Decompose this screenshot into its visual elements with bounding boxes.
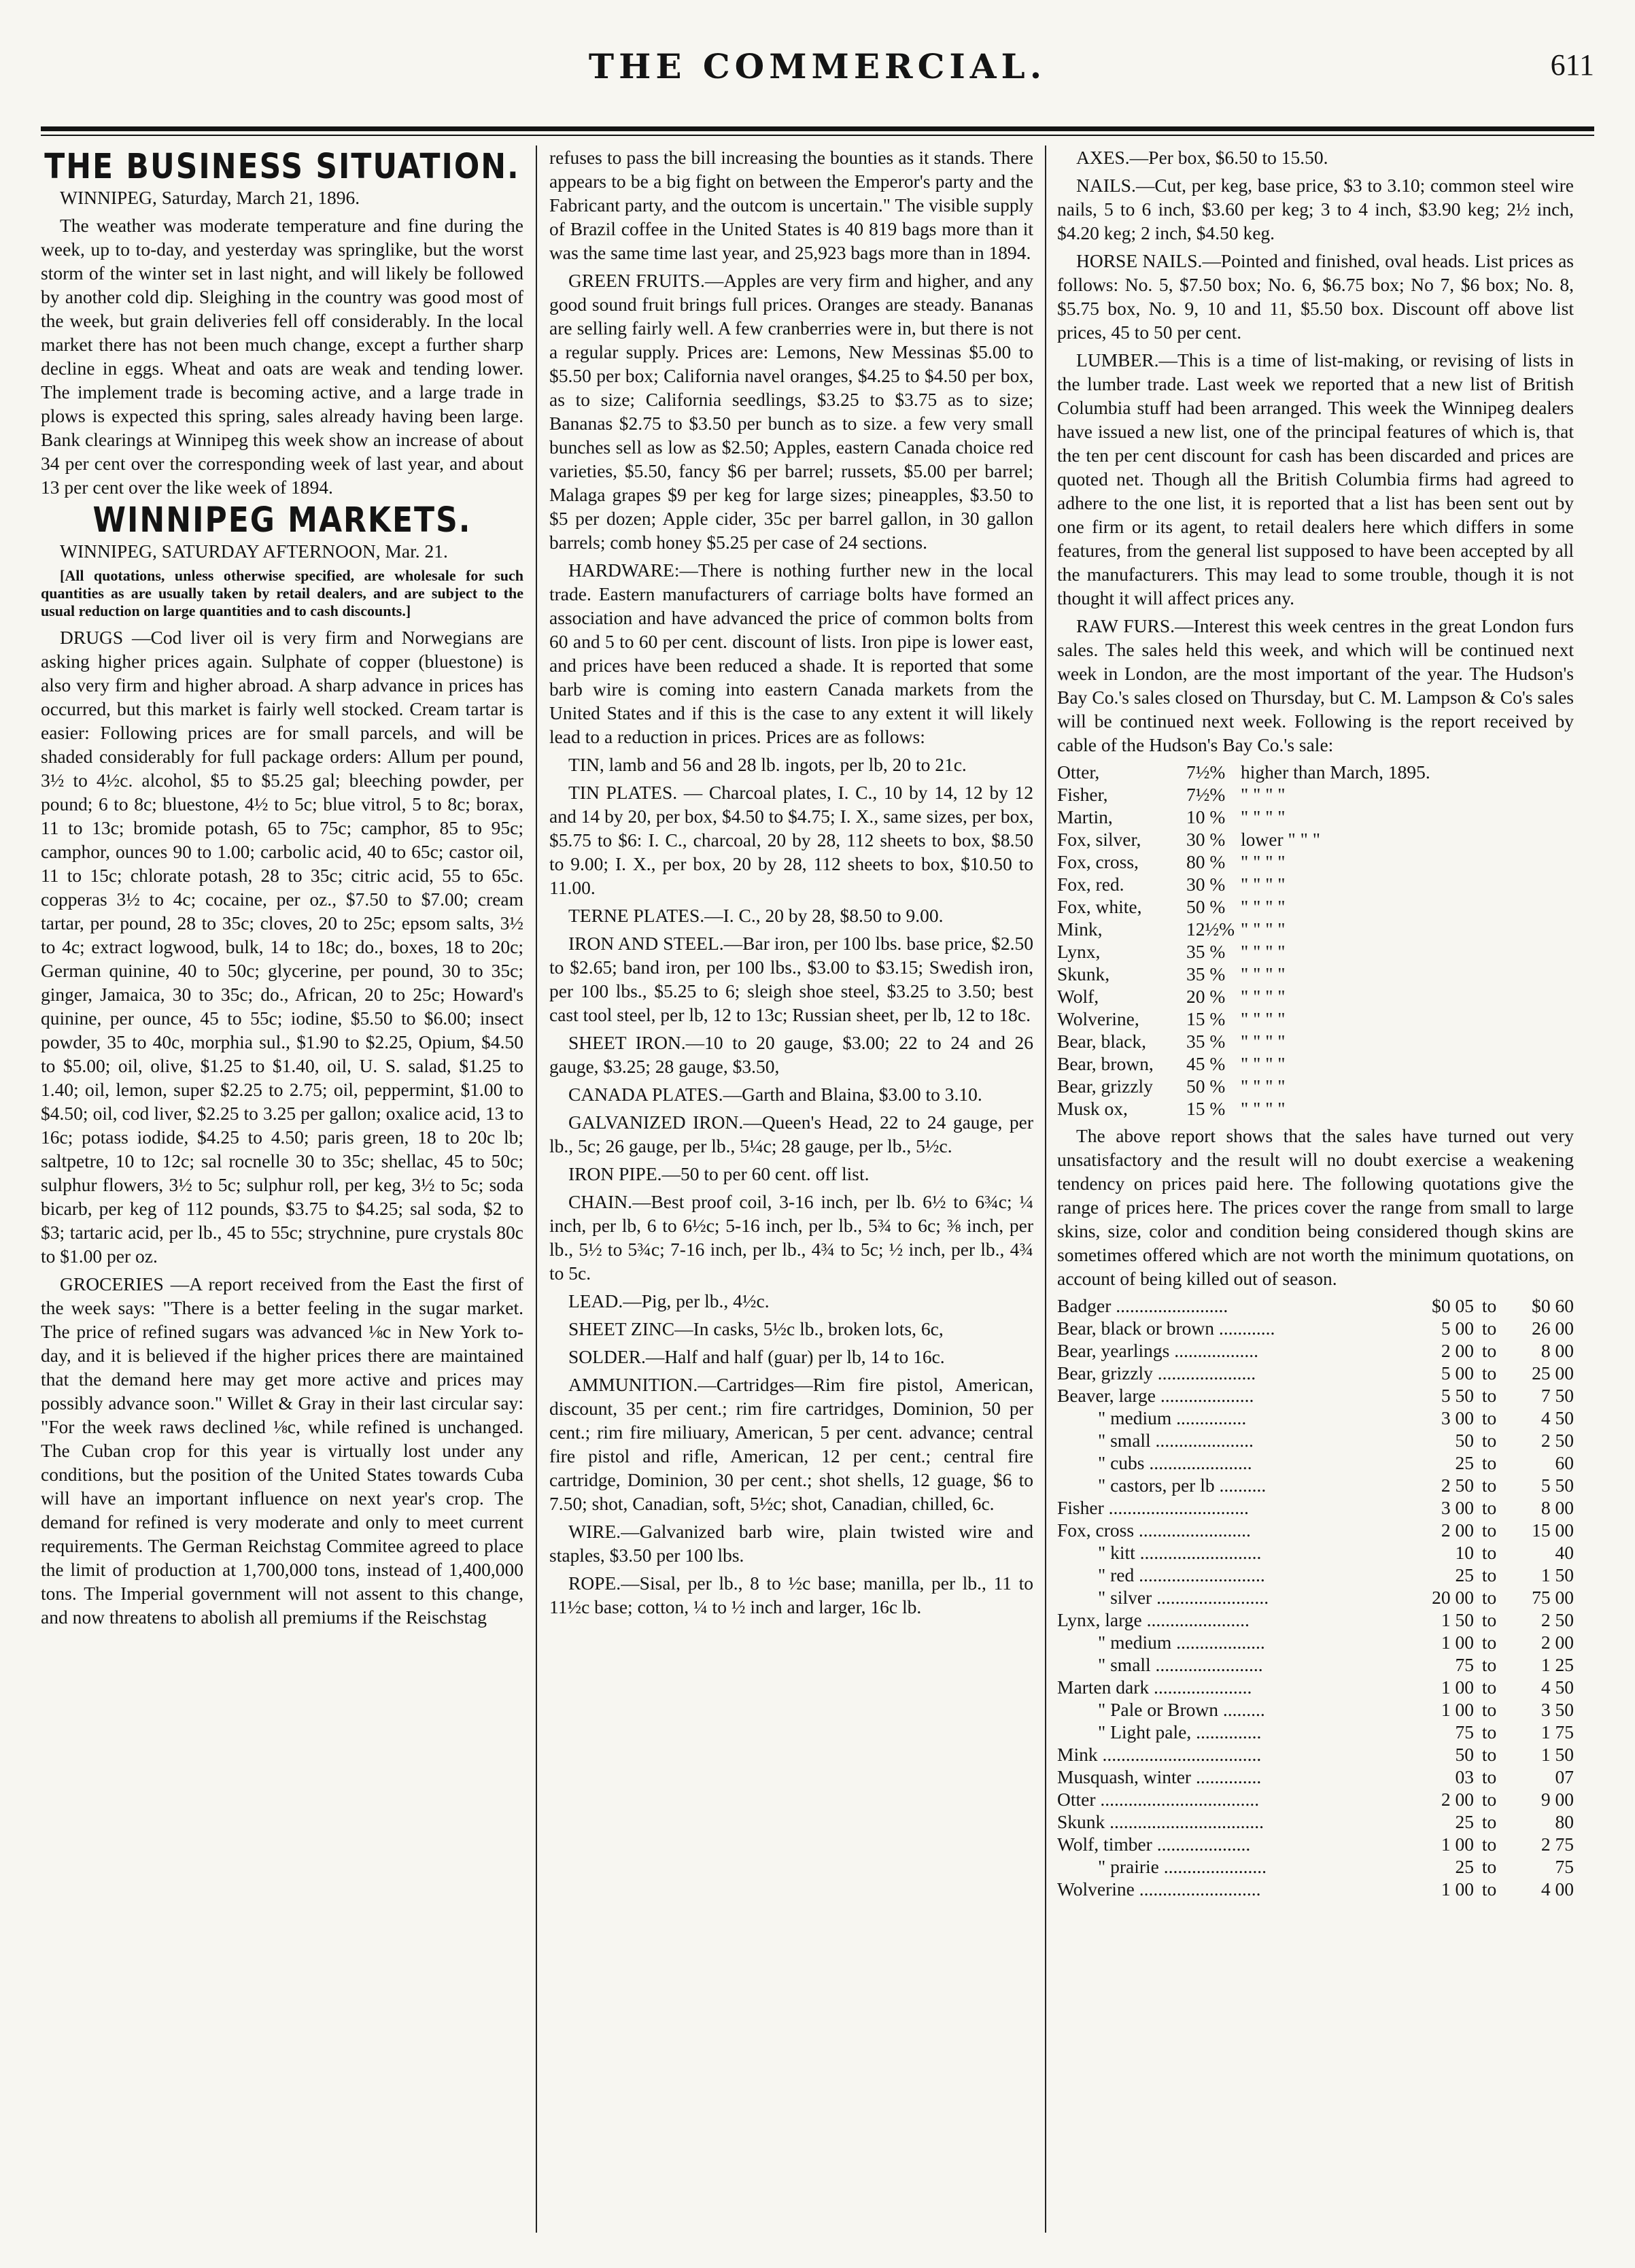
fur-price-name: " silver ........................: [1098, 1587, 1269, 1608]
fur-price-row: [1057, 1631, 1574, 1653]
groceries-text: A report received from the East the first of the week says: "There is a better feeling in the sugar market. The price of refined sugars was advanced ⅛c in New York to-day, and it is believed if the higher prices there are maintained that the demand here may get more active and prices may possibly advance soon." Willet & Gray in their last circular say: "For the week raws declined ⅛c, while refined is unchanged. The Cuban crop for this year is virtually lost under any conditions, but the position of the United States towards Cuba will have an important influence on next year's crop. The demand for refined is very moderate and only to meet current requirements. The German Reichstag Commitee agreed to place the limit of production at 1,700,000 tons, instead of 1,400,000 tons. The Imperial government will not assent to this change, and now threatens to abolish all premiums if the Reischstag: [41, 1273, 523, 1628]
fur-price-hi: 8 00: [1541, 1497, 1574, 1518]
fur-price-name: Wolf, timber ....................: [1057, 1834, 1251, 1855]
fur-report-name: Bear, brown,: [1057, 1053, 1154, 1074]
fur-price-name: " medium ...............: [1098, 1407, 1247, 1428]
business-situation-paragraph: The weather was moderate temperature and fine during the week, up to to-day, and yesterday was springlike, but the worst storm of the winter set in last night, and will likely be followed by another cold dip. Sleighing in the country was good most of the week, but grain deliveries fell off considerably. In the local market there has not been much change, except a further sharp decline in eggs. Wheat and oats are weak and tending lower. The implement trade is becoming active, and a large trade in plows is expected this spring, sales already having been large. Bank clearings at Winnipeg this week show an increase of about 34 per cent over the corresponding week of last year, and about 13 per cent over the like week of 1894.: [41, 215, 523, 498]
fur-price-lo: 1 00: [1441, 1699, 1474, 1720]
fur-report-row: [1057, 1075, 1574, 1097]
fur-price-hi: 4 50: [1541, 1677, 1574, 1698]
fur-report-name: Fox, red.: [1057, 874, 1124, 895]
hardware-lead: HARDWARE:—: [568, 560, 698, 581]
fur-report-pct: 15 %: [1186, 1098, 1226, 1119]
fur-report-row: [1057, 1052, 1574, 1075]
fur-price-hi: 1 25: [1541, 1654, 1574, 1675]
chain-item: CHAIN.—Best proof coil, 3-16 inch, per lb. 6½ to 6¾c; ¼ inch, per lb, 6 to 6½c; 5-16 inch, per lb., 5¾ to 6c; ⅜ inch, per lb., 5½ to 5¾c; 7-16 inch, per lb., 4¾ to 5c; ½ inch, per lb., 4¾ to 5c.: [549, 1191, 1033, 1284]
fur-report-rest: " " " ": [1241, 1031, 1286, 1052]
fur-report-rest: higher than March, 1895.: [1241, 761, 1430, 783]
fur-price-to: to: [1481, 1609, 1497, 1630]
fur-price-hi: 4 00: [1541, 1878, 1574, 1900]
green-fruits-paragraph: [549, 269, 1033, 554]
fur-report-pct: 20 %: [1186, 986, 1226, 1007]
fur-price-to: to: [1481, 1587, 1497, 1608]
fur-price-row: [1057, 1496, 1574, 1519]
fur-price-lo: 20 00: [1432, 1587, 1474, 1608]
raw-furs-text: Interest this week centres in the great London furs sales. The sales held this week, and which will be continued next week in London, are the most important of the year. The Hudson's Bay Co.'s sales closed on Thursday, but C. M. Lampson & Co's sales will be continued next week. Following is the report received by cable of the Hudson's Bay Co.'s sale:: [1057, 615, 1574, 755]
fur-price-hi: 25 00: [1532, 1362, 1574, 1384]
fur-price-name: Otter ..................................: [1057, 1789, 1260, 1810]
fur-price-to: to: [1481, 1811, 1497, 1832]
hardware-paragraph: [549, 558, 1033, 749]
fur-price-hi: 07: [1555, 1766, 1574, 1787]
fur-report-name: Skunk,: [1057, 963, 1110, 984]
fur-price-hi: 1 50: [1541, 1744, 1574, 1765]
fur-price-to: to: [1481, 1452, 1497, 1473]
galvanized-iron-item: GALVANIZED IRON.—Queen's Head, 22 to 24 gauge, per lb., 5c; 26 gauge, per lb., 5¼c; 28 gauge, per lb., 5½c.: [549, 1112, 1033, 1156]
fur-price-row: [1057, 1317, 1574, 1339]
fur-price-lo: 50: [1455, 1744, 1474, 1765]
fur-price-row: [1057, 1586, 1574, 1609]
fur-price-lo: 2 00: [1441, 1789, 1474, 1810]
fur-price-to: to: [1481, 1654, 1497, 1675]
ammunition-item: AMMUNITION.—Cartridges—Rim fire pistol, American, discount, 35 per cent.; rim fire cartridges, Dominion, 50 per cent.; rim fire miliuary, American, 5 per cent. advance; central fire pistol and rifle, American, 12 per cent.; central fire cartridge, Dominion, 30 per cent.; shot shells, 12 guage, $6 to 7.50; shot, Canadian, soft, 5½c; shot, Canadian, chilled, 6c.: [549, 1374, 1033, 1514]
markets-dateline: WINNIPEG, SATURDAY AFTERNOON, Mar. 21.: [60, 540, 448, 562]
column-3: [1057, 145, 1574, 2239]
fur-report-pct: 35 %: [1186, 941, 1226, 962]
fur-price-name: Marten dark .....................: [1057, 1677, 1252, 1698]
fur-price-name: Fox, cross ........................: [1057, 1519, 1251, 1541]
horse-nails-item: HORSE NAILS.—Pointed and finished, oval heads. List prices as follows: No. 5, $7.50 box; No. 6, $6.75 box; No 7, $6 box; No. 8, $5.75 box, No. 9, 10 and 11, $5.50 box. Discount off above list prices, 45 to 50 per cent.: [1057, 250, 1574, 343]
fur-price-row: [1057, 1451, 1574, 1474]
fur-price-lo: 1 00: [1441, 1834, 1474, 1855]
fur-price-name: Lynx, large ......................: [1057, 1609, 1250, 1630]
green-fruits-lead: GREEN FRUITS.—: [568, 270, 724, 291]
fur-report-row: [1057, 940, 1574, 963]
fur-price-to: to: [1481, 1677, 1497, 1698]
fur-report-rest: " " " ": [1241, 941, 1286, 962]
fur-report-name: Lynx,: [1057, 941, 1101, 962]
fur-price-row: [1057, 1384, 1574, 1407]
fur-price-to: to: [1481, 1721, 1497, 1742]
rope-item: ROPE.—Sisal, per lb., 8 to ½c base; manilla, per lb., 11 to 11½c base; cotton, ¼ to ½ inch and larger, 16c lb.: [549, 1573, 1033, 1617]
fur-price-hi: 4 50: [1541, 1407, 1574, 1428]
fur-price-hi: 1 75: [1541, 1721, 1574, 1742]
column-2: [549, 145, 1033, 2239]
fur-price-hi: 75 00: [1532, 1587, 1574, 1608]
fur-price-row: [1057, 1653, 1574, 1676]
fur-price-hi: 2 75: [1541, 1834, 1574, 1855]
fur-price-hi: 2 50: [1541, 1609, 1574, 1630]
fur-report-rest: " " " ": [1241, 806, 1286, 827]
fur-price-lo: 10: [1455, 1542, 1474, 1563]
fur-report-rest: " " " ": [1241, 896, 1286, 917]
fur-price-to: to: [1481, 1789, 1497, 1810]
lumber-paragraph: [1057, 348, 1574, 610]
fur-price-lo: 75: [1455, 1721, 1474, 1742]
fur-report-pct: 35 %: [1186, 963, 1226, 984]
groceries-lead: GROCERIES —: [60, 1273, 190, 1294]
fur-price-lo: 2 50: [1441, 1475, 1474, 1496]
fur-report-name: Wolverine,: [1057, 1008, 1139, 1029]
fur-report-rest: " " " ": [1241, 851, 1286, 872]
fur-price-to: to: [1481, 1519, 1497, 1541]
fur-price-to: to: [1481, 1834, 1497, 1855]
fur-price-lo: 25: [1455, 1564, 1474, 1585]
fur-price-row: [1057, 1698, 1574, 1721]
fur-report-row: [1057, 828, 1574, 850]
fur-price-row: [1057, 1833, 1574, 1855]
drugs-text: Cod liver oil is very firm and Norwegians are asking higher prices again. Sulphate of copper (bluestone) is also very firm and higher abroad. A sharp advance in prices has occurred, but this market is fairly well stocked. Cream tartar is easier: Following prices are for small parcels, and will be shaded considerably for full package orders: Allum per pound, 3½ to 4½c. alcohol, $5 to $5.25 gal; bleeching powder, per pound; 6 to 8c; bluestone, 4½ to 5c; blue vitrol, 5 to 8c; borax, 11 to 13c; bromide potash, 65 to 75c; camphor, 85 to 95c; camphor, ounces 90 to 1.00; carbolic acid, 40 to 65c; castor oil, 11 to 15c; chlorate potash, 28 to 35c; citric acid, 55 to 65c. copperas 3½ to 4c; cocaine, per oz., $7.50 to $7.00; cream tartar, per pound, 28 to 35c; cloves, 20 to 25c; epsom salts, 3½ to 4c; extract logwood, bulk, 14 to 18c; do., boxes, 18 to 20c; German quinine, 40 to 50c; glycerine, per pound, 30 to 35c; ginger, Jamaica, 30 to 35c; do., African, 20 to 25c; Howard's quinine, per ounce, 45 to 55c; iodine, $5.50 to $6.00; insect powder, 35 to 40c, morphia sul., $1.90 to $2.25, Opium, $4.50 to $5.00; oil, olive, $1.25 to $1.40, oil, U. S. salad, $1.25 to 1.40; oil, lemon, super $2.25 to 2.75; oil, peppermint, $1.00 to $4.50; oil, cod liver, $2.25 to 3.25 per gallon; oxalice acid, 13 to 16c; potass iodide, $4.25 to 4.50; paris green, 18 to 20c lb; saltpetre, 10 to 12c; sal rocnelle 30 to 35c; shellac, 45 to 50c; sulphur flowers, 3½ to 5c; sulphur roll, per keg, 3½ to 5c; soda bicarb, per keg of 112 pounds, $3.75 to $4.25; sal soda, $2 to $3; tartaric acid, per lb., 45 to 55c; strychnine, pure crystals 80c to $1.00 per oz.: [41, 627, 523, 1267]
solder-item: SOLDER.—Half and half (guar) per lb, 14 to 16c.: [568, 1346, 945, 1367]
fur-price-name: Fisher ..............................: [1057, 1497, 1249, 1518]
fur-report-name: Musk ox,: [1057, 1098, 1128, 1119]
fur-price-lo: 3 00: [1441, 1407, 1474, 1428]
hardware-text: There is nothing further new in the local trade. Eastern manufacturers of carriage bolts have formed an association and have advanced the price of common bolts from 60 and 5 to 60 per cent. discount of lists. Iron pipe is lower east, and prices have been reduced a shade. It is reported that some barb wire is coming into eastern Canada markets from the United States and if this is the case to any extent it will likely lead to a reduction in prices. Prices are as follows:: [549, 560, 1033, 747]
fur-price-name: " small .....................: [1098, 1430, 1254, 1451]
fur-report-row: [1057, 985, 1574, 1008]
drugs-lead: DRUGS —: [60, 627, 151, 648]
fur-price-hi: 8 00: [1541, 1340, 1574, 1361]
fur-price-row: [1057, 1788, 1574, 1810]
fur-price-name: " red ...........................: [1098, 1564, 1265, 1585]
masthead: [41, 27, 1594, 109]
fur-report-rest: " " " ": [1241, 963, 1286, 984]
sheet-zinc-item: SHEET ZINC—In casks, 5½c lb., broken lots, 6c,: [568, 1318, 944, 1339]
groceries-paragraph: [41, 1272, 523, 1629]
fur-report-row: [1057, 1008, 1574, 1030]
fur-price-name: Mink ..................................: [1057, 1744, 1262, 1765]
fur-price-lo: 5 00: [1441, 1362, 1474, 1384]
fur-price-name: " medium ...................: [1098, 1632, 1265, 1653]
fur-price-lo: 25: [1455, 1811, 1474, 1832]
fur-price-to: to: [1481, 1766, 1497, 1787]
fur-price-row: [1057, 1721, 1574, 1743]
fur-price-row: [1057, 1339, 1574, 1362]
fur-price-name: " castors, per lb ..........: [1098, 1475, 1267, 1496]
fur-report-pct: 7½%: [1186, 761, 1226, 783]
green-fruits-text: Apples are very firm and higher, and any good sound fruit brings full prices. Oranges are steady. Bananas are selling fairly well. A few cranberries were in, but there is not a regular supply. Prices are: Lemons, New Messinas $5.00 to $5.50 per box; California navel oranges, $4.25 to $4.50 per box, as to size; California seedlings, $3.25 to $3.75 as to size; Bananas $2.75 to $3.50 per bunch as to size. a few very small bunches sell as low as $2.50; Apples, eastern Canada choice red varieties, $5.50, fancy $6 per barrel; russets, $5.00 per barrel; Malaga grapes $9 per keg for large sizes; pineapples, $3.50 to $5 per dozen; Apple cider, 35c per barrel gallon, in 30 gallon barrels; comb honey $5.25 per case of 24 sections.: [549, 270, 1033, 553]
fur-report-row: [1057, 850, 1574, 873]
fur-report-name: Fox, cross,: [1057, 851, 1139, 872]
fur-price-to: to: [1481, 1295, 1497, 1316]
fur-report-pct: 30 %: [1186, 829, 1226, 850]
fur-report-name: Otter,: [1057, 761, 1100, 783]
fur-report-pct: 50 %: [1186, 896, 1226, 917]
fur-report-pct: 45 %: [1186, 1053, 1226, 1074]
fur-price-to: to: [1481, 1856, 1497, 1877]
fur-price-lo: 1 00: [1441, 1677, 1474, 1698]
fur-price-row: [1057, 1294, 1574, 1317]
fur-price-row: [1057, 1407, 1574, 1429]
fur-report-row: [1057, 761, 1574, 783]
fur-price-to: to: [1481, 1475, 1497, 1496]
fur-price-lo: 5 00: [1441, 1318, 1474, 1339]
fur-price-lo: 1 50: [1441, 1609, 1474, 1630]
groceries-continued: refuses to pass the bill increasing the bounties as it stands. There appears to be a big fight on between the Emperor's party and the Fabricant party, and the outcom is uncertain." The visible supply of Brazil coffee in the United States is 40 819 bags more than it was the same time last year, and 25,923 bags more than in 1894.: [549, 147, 1033, 263]
winnipeg-markets-heading: WINNIPEG MARKETS.: [92, 500, 472, 540]
fur-report-row: [1057, 1030, 1574, 1052]
fur-report-pct: 30 %: [1186, 874, 1226, 895]
fur-price-lo: 75: [1455, 1654, 1474, 1675]
nails-item: NAILS.—Cut, per keg, base price, $3 to 3.10; common steel wire nails, 5 to 6 inch, $3.60 per keg; 3 to 4 inch, $3.90 keg; 2½ inch, $4.20 keg; 2 inch, $4.50 keg.: [1057, 175, 1574, 243]
iron-steel-item: IRON AND STEEL.—Bar iron, per 100 lbs. base price, $2.50 to $2.65; band iron, per 100 lbs., $3.00 to $3.15; Swedish iron, per 100 lbs., $5.25 to 6; sleigh shoe steel, $3.25 to 3.50; best cast tool steel, per lb, 12 to 13c; Russian sheet, per lb, 12 to 18c.: [549, 933, 1033, 1025]
drugs-paragraph: [41, 625, 523, 1268]
fur-price-row: [1057, 1609, 1574, 1631]
fur-price-hi: $0 60: [1532, 1295, 1574, 1316]
fur-price-to: to: [1481, 1497, 1497, 1518]
fur-price-name: Musquash, winter ..............: [1057, 1766, 1262, 1787]
fur-sale-report-table: [1057, 761, 1574, 1120]
fur-price-hi: 80: [1555, 1811, 1574, 1832]
fur-report-rest: " " " ": [1241, 1098, 1286, 1119]
fur-price-hi: 26 00: [1532, 1318, 1574, 1339]
fur-price-name: " Pale or Brown .........: [1098, 1699, 1265, 1720]
fur-report-row: [1057, 963, 1574, 985]
fur-price-name: Bear, yearlings ..................: [1057, 1340, 1258, 1361]
fur-price-row: [1057, 1766, 1574, 1788]
fur-price-to: to: [1481, 1878, 1497, 1900]
raw-furs-paragraph: [1057, 614, 1574, 757]
fur-report-rest: " " " ": [1241, 1008, 1286, 1029]
fur-price-name: Badger ........................: [1057, 1295, 1228, 1316]
fur-price-hi: 60: [1555, 1452, 1574, 1473]
fur-report-pct: 80 %: [1186, 851, 1226, 872]
fur-report-row: [1057, 1097, 1574, 1120]
terne-plates-item: TERNE PLATES.—I. C., 20 by 28, $8.50 to 9.00.: [568, 905, 944, 926]
fur-price-hi: 5 50: [1541, 1475, 1574, 1496]
canada-plates-item: CANADA PLATES.—Garth and Blaina, $3.00 to 3.10.: [568, 1084, 982, 1105]
header-rule: [41, 126, 1594, 131]
fur-price-row: [1057, 1564, 1574, 1586]
fur-price-lo: 25: [1455, 1856, 1474, 1877]
quotations-note: [All quotations, unless otherwise specified, are wholesale for such quantities as are usually taken by retail dealers, and are subject to the usual reduction on large quantities and to cash discounts.]: [41, 567, 523, 619]
fur-price-hi: 2 00: [1541, 1632, 1574, 1653]
fur-report-row: [1057, 895, 1574, 918]
fur-report-name: Bear, grizzly: [1057, 1076, 1153, 1097]
fur-price-name: Skunk .................................: [1057, 1811, 1264, 1832]
fur-price-name: " prairie ......................: [1098, 1856, 1267, 1877]
fur-price-row: [1057, 1474, 1574, 1496]
tin-item: TIN, lamb and 56 and 28 lb. ingots, per lb, 20 to 21c.: [568, 754, 967, 775]
fur-price-name: Beaver, large ....................: [1057, 1385, 1254, 1406]
fur-report-pct: 12½%: [1186, 918, 1235, 940]
fur-report-name: Martin,: [1057, 806, 1113, 827]
page-number: 611: [1550, 48, 1594, 82]
fur-price-row: [1057, 1362, 1574, 1384]
fur-price-lo: 5 50: [1441, 1385, 1474, 1406]
fur-price-to: to: [1481, 1632, 1497, 1653]
fur-report-rest: " " " ": [1241, 986, 1286, 1007]
fur-price-lo: 03: [1455, 1766, 1474, 1787]
fur-price-to: to: [1481, 1699, 1497, 1720]
sheet-iron-item: SHEET IRON.—10 to 20 gauge, $3.00; 22 to 24 and 26 gauge, $3.25; 28 gauge, $3.50,: [549, 1032, 1033, 1077]
fur-price-to: to: [1481, 1407, 1497, 1428]
fur-report-rest: lower " " ": [1241, 829, 1320, 850]
fur-report-pct: 7½%: [1186, 784, 1226, 805]
fur-price-lo: 25: [1455, 1452, 1474, 1473]
fur-price-row: [1057, 1810, 1574, 1833]
header-rule-thin: [41, 135, 1594, 136]
fur-price-hi: 15 00: [1532, 1519, 1574, 1541]
fur-price-to: to: [1481, 1430, 1497, 1451]
lumber-lead: LUMBER.—: [1076, 349, 1177, 371]
fur-report-row: [1057, 873, 1574, 895]
fur-price-name: Bear, grizzly .....................: [1057, 1362, 1256, 1384]
fur-price-lo: 2 00: [1441, 1340, 1474, 1361]
fur-price-lo: 1 00: [1441, 1878, 1474, 1900]
fur-price-to: to: [1481, 1744, 1497, 1765]
fur-report-rest: " " " ": [1241, 918, 1286, 940]
fur-price-to: to: [1481, 1542, 1497, 1563]
fur-price-row: [1057, 1878, 1574, 1900]
fur-report-rest: " " " ": [1241, 874, 1286, 895]
fur-report-row: [1057, 806, 1574, 828]
fur-price-row: [1057, 1541, 1574, 1564]
fur-report-pct: 35 %: [1186, 1031, 1226, 1052]
fur-report-rest: " " " ": [1241, 1076, 1286, 1097]
fur-price-hi: 3 50: [1541, 1699, 1574, 1720]
fur-price-name: " cubs ......................: [1098, 1452, 1252, 1473]
fur-report-row: [1057, 918, 1574, 940]
fur-report-name: Wolf,: [1057, 986, 1099, 1007]
fur-price-hi: 7 50: [1541, 1385, 1574, 1406]
fur-price-hi: 9 00: [1541, 1789, 1574, 1810]
fur-report-pct: 10 %: [1186, 806, 1226, 827]
fur-price-hi: 75: [1555, 1856, 1574, 1877]
fur-report-rest: " " " ": [1241, 1053, 1286, 1074]
fur-price-row: [1057, 1429, 1574, 1451]
fur-price-name: Wolverine ..........................: [1057, 1878, 1261, 1900]
fur-price-name: " Light pale, ..............: [1098, 1721, 1262, 1742]
fur-price-name: Bear, black or brown ............: [1057, 1318, 1275, 1339]
fur-report-name: Mink,: [1057, 918, 1103, 940]
fur-price-lo: 1 00: [1441, 1632, 1474, 1653]
axes-item: AXES.—Per box, $6.50 to 15.50.: [1076, 147, 1328, 168]
column-1: [41, 145, 523, 2239]
fur-report-commentary: The above report shows that the sales have turned out very unsatisfactory and the result will no doubt exercise a weakening tendency on prices paid here. The following quotations give the range of prices here. The prices cover the range from small to large skins, size, color and condition being considered though skins are sometimes offered which are not worth the minimum quotations, on account of being killed out of season.: [1057, 1125, 1574, 1289]
lead-item: LEAD.—Pig, per lb., 4½c.: [568, 1290, 770, 1311]
fur-price-table: [1057, 1294, 1574, 1900]
column-divider: [536, 145, 537, 2233]
fur-price-row: [1057, 1855, 1574, 1878]
fur-report-pct: 15 %: [1186, 1008, 1226, 1029]
fur-price-row: [1057, 1519, 1574, 1541]
fur-price-lo: 3 00: [1441, 1497, 1474, 1518]
fur-price-name: " kitt ..........................: [1098, 1542, 1262, 1563]
iron-pipe-item: IRON PIPE.—50 to per 60 cent. off list.: [568, 1163, 870, 1184]
fur-price-to: to: [1481, 1385, 1497, 1406]
fur-price-hi: 1 50: [1541, 1564, 1574, 1585]
fur-price-to: to: [1481, 1340, 1497, 1361]
fur-report-pct: 50 %: [1186, 1076, 1226, 1097]
raw-furs-lead: RAW FURS.—: [1076, 615, 1194, 636]
tin-plates-item: TIN PLATES. — Charcoal plates, I. C., 10 by 14, 12 by 12 and 14 by 20, per box, $4.50 to $4.75; I. X., same sizes, per box, $5.75 to $6: I. C., charcoal, 20 by 28, 112 sheets to box, $8.50 to 9.00; I. X., per box, 20 by 28, 112 sheets to box, $10.50 to 11.00.: [549, 782, 1033, 898]
fur-price-hi: 2 50: [1541, 1430, 1574, 1451]
fur-price-to: to: [1481, 1318, 1497, 1339]
fur-report-name: Fox, white,: [1057, 896, 1142, 917]
fur-price-hi: 40: [1555, 1542, 1574, 1563]
fur-price-row: [1057, 1743, 1574, 1766]
fur-report-name: Bear, black,: [1057, 1031, 1146, 1052]
dateline: WINNIPEG, Saturday, March 21, 1896.: [60, 187, 360, 208]
fur-price-lo: 2 00: [1441, 1519, 1474, 1541]
fur-report-rest: " " " ": [1241, 784, 1286, 805]
fur-report-row: [1057, 783, 1574, 806]
fur-price-row: [1057, 1676, 1574, 1698]
wire-item: WIRE.—Galvanized barb wire, plain twisted wire and staples, $3.50 per 100 lbs.: [549, 1521, 1033, 1566]
fur-price-lo: 50: [1455, 1430, 1474, 1451]
fur-price-to: to: [1481, 1362, 1497, 1384]
newspaper-title: THE COMMERCIAL.: [588, 46, 1047, 86]
column-divider: [1045, 145, 1046, 2233]
fur-report-name: Fox, silver,: [1057, 829, 1141, 850]
business-situation-heading: THE BUSINESS SITUATION.: [44, 147, 520, 187]
fur-price-name: " small .......................: [1098, 1654, 1263, 1675]
fur-report-name: Fisher,: [1057, 784, 1108, 805]
fur-price-lo: $0 05: [1432, 1295, 1474, 1316]
fur-price-to: to: [1481, 1564, 1497, 1585]
lumber-text: This is a time of list-making, or revising of lists in the lumber trade. Last week we reported that a new list of British Columbia stuff had been arranged. This week the Winnipeg dealers have issued a new list, one of the principal features of which is, that the ten per cent discount for cash has been discarded and prices are quoted net. Though all the British Columbia firms had agreed to adhere to the one list, it is reported that a list has been sent out by one firm or its agent, to retail dealers here which differs in some features, from the general list supposed to have been accepted by all the manufacturers. This may lead to some trouble, though it is not thought it will affect prices any.: [1057, 349, 1574, 608]
